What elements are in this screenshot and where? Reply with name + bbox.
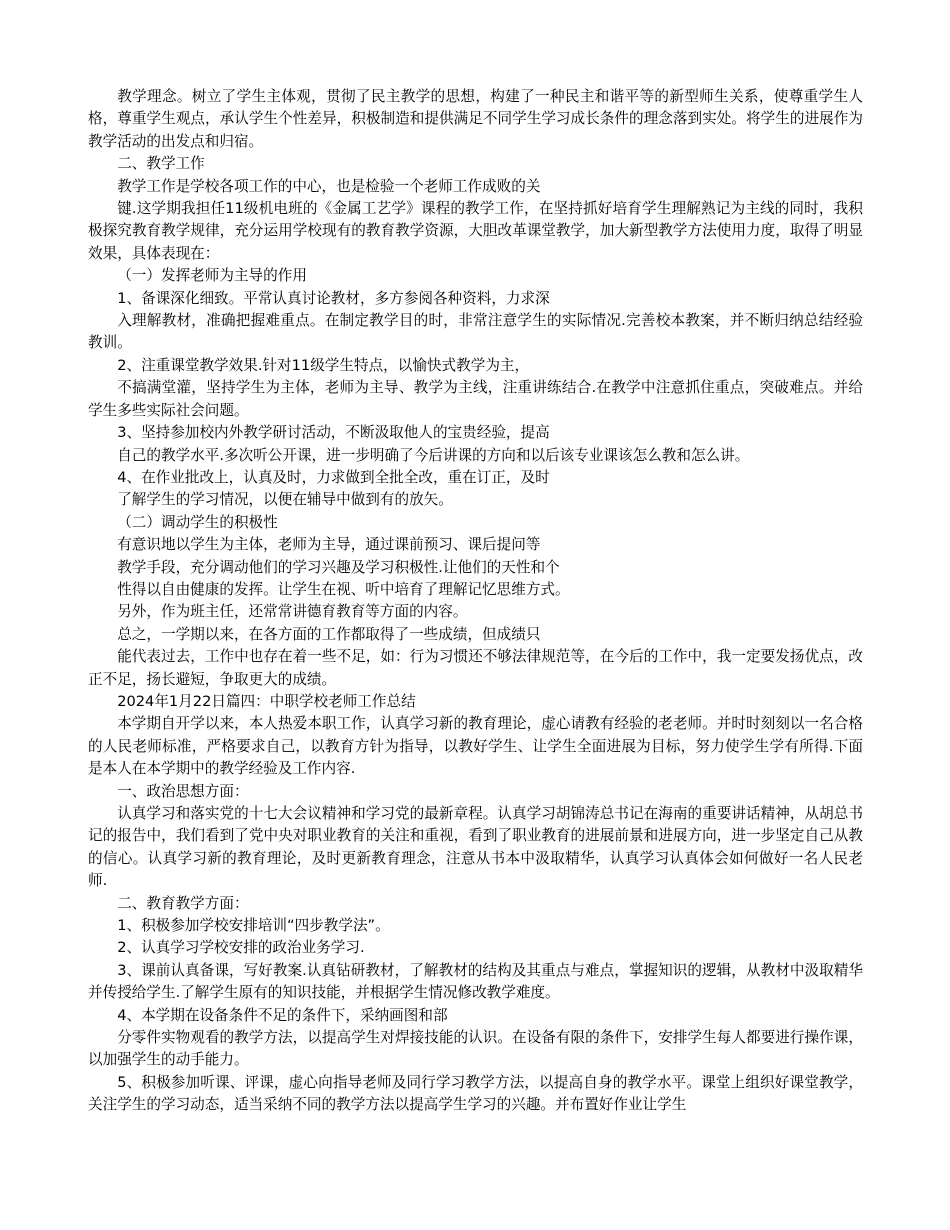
paragraph: 能代表过去，工作中也存在着一些不足，如：行为习惯还不够法律规范等，在今后的工作中，我一定要发扬优点，改正不足，扬长避短，争取更大的成绩。 (88, 648, 863, 688)
paragraph: 性得以自由健康的发挥。让学生在视、听中培育了理解记忆思维方式。 (117, 580, 570, 598)
paragraph: 3、坚持参加校内外教学研讨活动，不断汲取他人的宝贵经验，提高 (117, 424, 550, 442)
document-body (88, 86, 863, 1117)
paragraph: 3、课前认真备课，写好教案.认真钻研教材，了解教材的结构及其重点与难点，掌握知识的逻辑，从教材中汲取精华并传授给学生.了解学生原有的知识技能，并根据学生情况修改教学难度。 (88, 961, 863, 1002)
paragraph: 教学手段，充分调动他们的学习兴趣及学习积极性.让他们的天性和个 (117, 558, 560, 576)
paragraph: 教学理念。树立了学生主体观，贯彻了民主教学的思想，构建了一种民主和谐平等的新型师生关系，使尊重学生人格，尊重学生观点，承认学生个性差异，积极制造和提供满足不同学生学习成长条件的理念落到实处。将学生的进展作为教学活动的出发点和归宿。 (88, 88, 863, 150)
paragraph: 分零件实物观看的教学方法，以提高学生对焊接技能的认识。在设备有限的条件下，安排学生每人都要进行操作课，以加强学生的动手能力。 (88, 1029, 863, 1069)
paragraph: 2、注重课堂教学效果.针对11级学生特点，以愉快式教学为主， (117, 356, 530, 374)
paragraph: 总之，一学期以来，在各方面的工作都取得了一些成绩，但成绩只 (117, 625, 541, 643)
paragraph: 自己的教学水平.多次听公开课，进一步明确了今后讲课的方向和以后该专业课该怎么教和怎么讲。 (117, 446, 750, 464)
paragraph: 2024年1月22日篇四：中职学校老师工作总结 (117, 692, 416, 710)
paragraph: 教学工作是学校各项工作的中心，也是检验一个老师工作成败的关 (117, 177, 541, 195)
paragraph: （一）发挥老师为主导的作用 (117, 267, 307, 285)
paragraph: 认真学习和落实党的十七大会议精神和学习党的最新章程。认真学习胡锦涛总书记在海南的重要讲话精神，从胡总书记的报告中，我们看到了党中央对职业教育的关注和重视，看到了职业教育的进展前景和进展方向，进一步坚定自己从教的信心。认真学习新的教育理论，及时更新教育理念，注意从书本中汲取精华，认真学习认真体会如何做好一名人民老师. (88, 805, 863, 890)
paragraph: 另外，作为班主任，还常常讲德育教育等方面的内容。 (117, 603, 468, 621)
paragraph: 了解学生的学习情况，以便在辅导中做到有的放矢。 (117, 491, 453, 509)
paragraph: 本学期自开学以来，本人热爱本职工作，认真学习新的教育理论，虚心请教有经验的老老师。并时时刻刻以一名合格的人民老师标准，严格要求自己，以教育方针为指导，以教好学生、让学生全面进展为目标，努力使学生学有所得.下面是本人在本学期中的教学经验及工作内容. (88, 715, 863, 778)
paragraph: 键.这学期我担任11级机电班的《金属工艺学》课程的教学工作，在坚持抓好培育学生理解熟记为主线的同时，我积极探究教育教学规律，充分运用学校现有的教育教学资源，大胆改革课堂教学，加大新型教学方法使用力度，取得了明显效果，具体表现在： (88, 200, 863, 262)
paragraph: 入理解教材，准确把握难重点。在制定教学目的时，非常注意学生的实际情况.完善校本教案，并不断归纳总结经验教训。 (88, 312, 863, 352)
paragraph: 不搞满堂灌，坚持学生为主体，老师为主导、教学为主线，注重讲练结合.在教学中注意抓住重点，突破难点。并给学生多些实际社会问题。 (88, 379, 863, 419)
paragraph: 1、备课深化细致。平常认真讨论教材，多方参阅各种资料，力求深 (117, 289, 550, 307)
paragraph: 一、政治思想方面： (117, 782, 249, 800)
paragraph: 二、教育教学方面： (117, 894, 249, 912)
paragraph: 二、教学工作 (117, 155, 205, 173)
paragraph: 4、本学期在设备条件不足的条件下，采纳画图和部 (117, 1006, 448, 1024)
paragraph: 有意识地以学生为主体，老师为主导，通过课前预习、课后提问等 (117, 536, 541, 554)
paragraph: （二）调动学生的积极性 (117, 513, 278, 531)
paragraph: 2、认真学习学校安排的政治业务学习. (117, 939, 365, 957)
paragraph: 1、积极参加学校安排培训“四步教学法”。 (117, 917, 390, 935)
paragraph: 5、积极参加听课、评课，虚心向指导老师及同行学习教学方法，以提高自身的教学水平。课堂上组织好课堂教学，关注学生的学习动态，适当采纳不同的教学方法以提高学生学习的兴趣。并布置好作业让学生 (88, 1073, 863, 1114)
paragraph: 4、在作业批改上，认真及时，力求做到全批全改，重在订正，及时 (117, 468, 550, 486)
